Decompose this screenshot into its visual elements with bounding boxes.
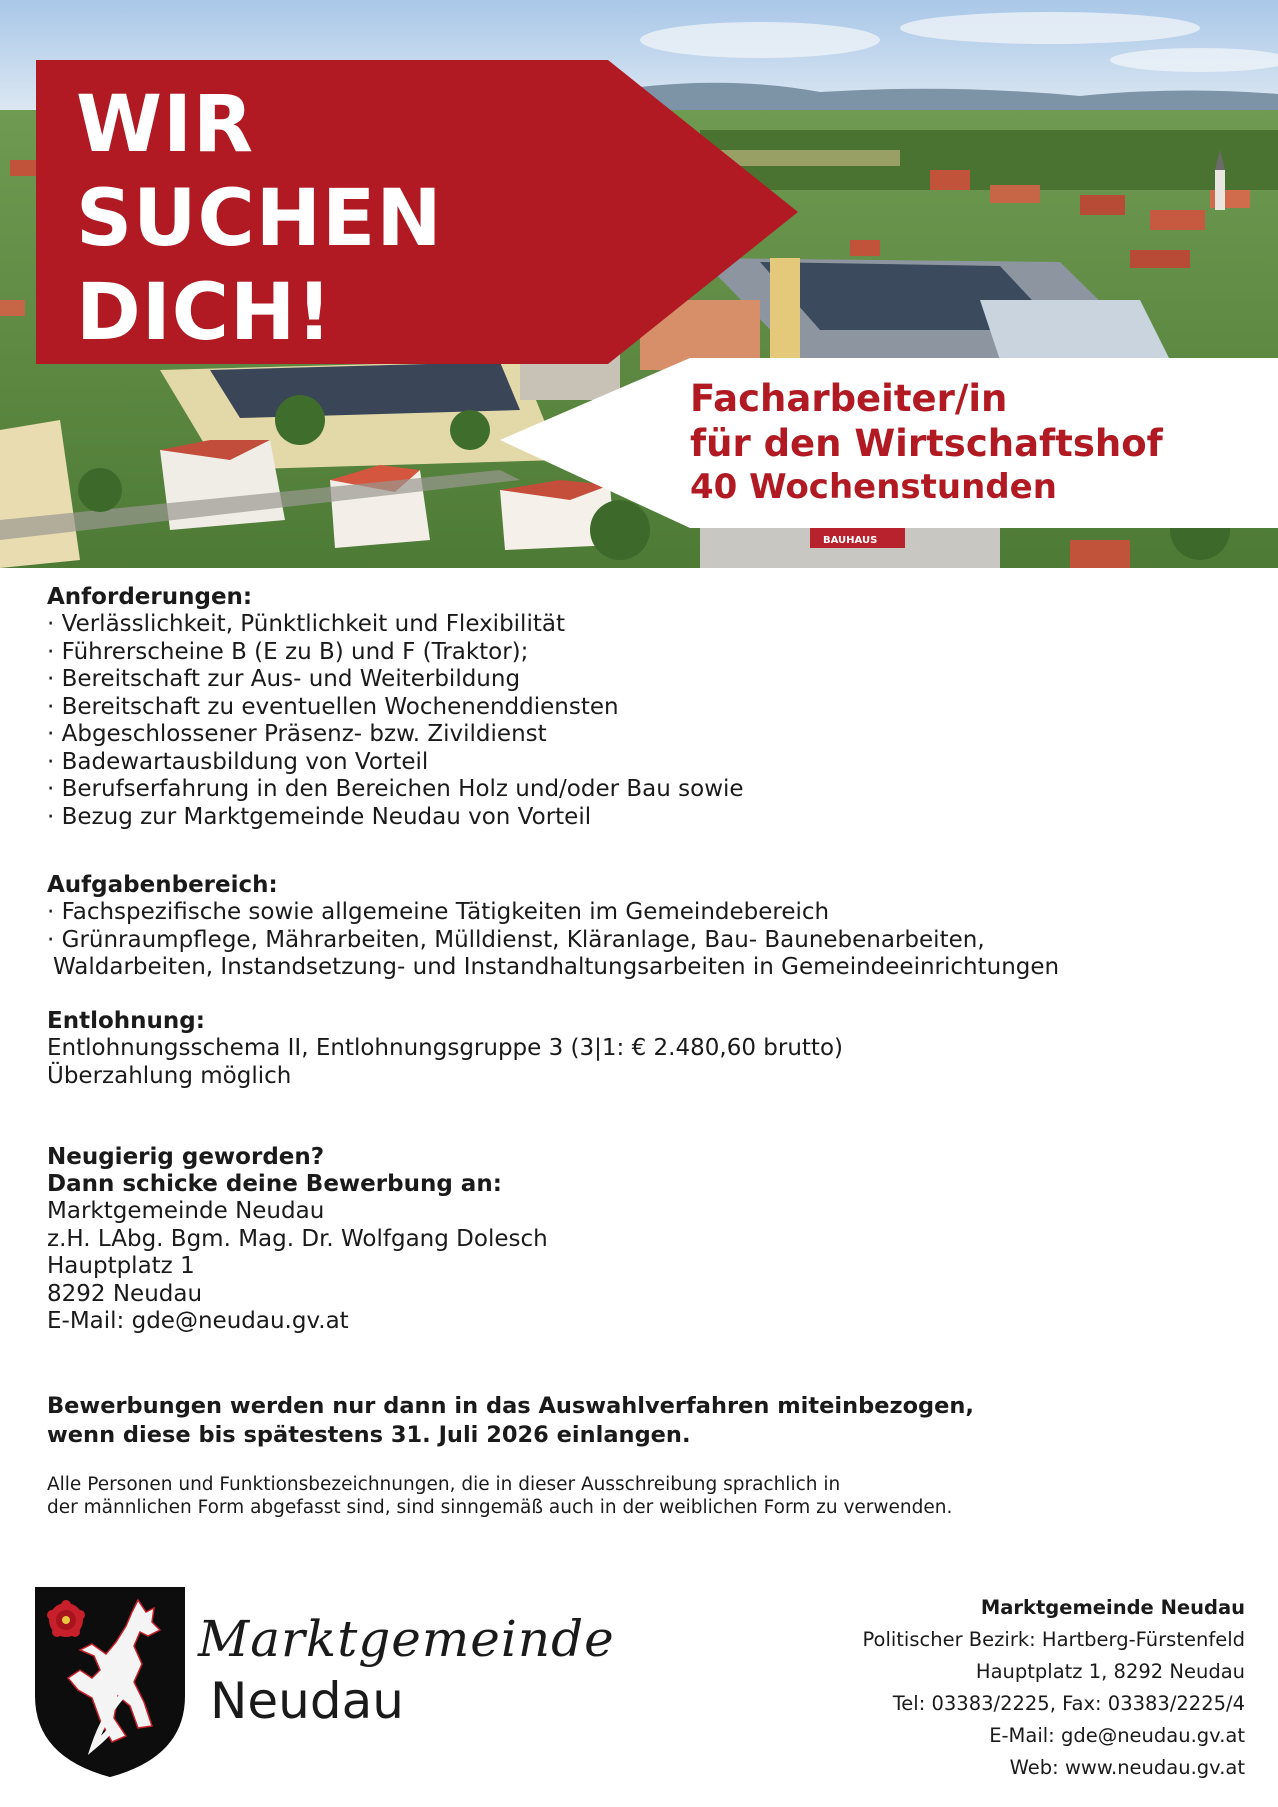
- tasks-title: Aufgabenbereich:: [47, 872, 278, 898]
- salary-line: Überzahlung möglich: [47, 1062, 292, 1089]
- requirements-section: [47, 584, 744, 831]
- salary-title: Entlohnung:: [47, 1008, 205, 1034]
- job-title-line: Facharbeiter/in: [690, 377, 1008, 420]
- disclaimer: [47, 1473, 952, 1519]
- address-line: z.H. LAbg. Bgm. Mag. Dr. Wolfgang Dolesch: [47, 1225, 548, 1252]
- headline-line: DICH!: [76, 268, 333, 358]
- job-title: [690, 376, 1163, 508]
- list-item: · Bereitschaft zur Aus- und Weiterbildung: [47, 666, 521, 692]
- salary-section: [47, 1008, 843, 1090]
- address-line: Marktgemeinde Neudau: [47, 1198, 325, 1224]
- job-hours: 40 Wochenstunden: [690, 467, 1057, 507]
- requirements-title: Anforderungen:: [47, 584, 253, 610]
- deadline-line: wenn diese bis spätestens 31. Juli 2026 einlangen.: [47, 1422, 691, 1448]
- salary-line: Entlohnungsschema II, Entlohnungsgruppe 3 (3|1: € 2.480,60 brutto): [47, 1035, 843, 1061]
- contact-block: [862, 1592, 1245, 1784]
- list-item: · Abgeschlossener Präsenz- bzw. Zivildienst: [47, 721, 547, 747]
- hero-section: [0, 0, 1278, 568]
- list-item: · Verlässlichkeit, Pünktlichkeit und Flexibilität: [47, 611, 565, 637]
- headline: [76, 78, 443, 360]
- contact-address: Hauptplatz 1, 8292 Neudau: [975, 1660, 1245, 1683]
- job-title-line: für den Wirtschaftshof: [690, 422, 1163, 465]
- contact-phone: Tel: 03383/2225, Fax: 03383/2225/4: [892, 1692, 1245, 1715]
- disclaimer-line: der männlichen Form abgefasst sind, sind sinngemäß auch in der weiblichen Form zu verwenden.: [47, 1497, 953, 1518]
- list-item: Waldarbeiten, Instandsetzung- und Instandhaltungsarbeiten in Gemeindeeinrichtungen: [53, 954, 1060, 980]
- email-link[interactable]: E-Mail: gde@neudau.gv.at: [47, 1308, 349, 1334]
- contact-web[interactable]: Web: www.neudau.gv.at: [1009, 1756, 1245, 1779]
- address-line: Hauptplatz 1: [47, 1253, 195, 1279]
- tasks-section: [47, 872, 1059, 982]
- coat-of-arms-wolf-rose-icon: [34, 1586, 186, 1778]
- logo-script: Marktgemeinde: [198, 1610, 615, 1668]
- list-item: · Führerscheine B (E zu B) und F (Traktor);: [47, 638, 529, 665]
- application-title: Neugierig geworden?: [47, 1144, 325, 1170]
- list-item: · Fachspezifische sowie allgemeine Tätigkeiten im Gemeindebereich: [47, 899, 830, 925]
- contact-email[interactable]: E-Mail: gde@neudau.gv.at: [989, 1724, 1245, 1747]
- contact-org: Marktgemeinde Neudau: [980, 1596, 1245, 1619]
- contact-district: Politischer Bezirk: Hartberg-Fürstenfeld: [862, 1628, 1245, 1651]
- list-item: · Berufserfahrung in den Bereichen Holz und/oder Bau sowie: [47, 776, 744, 802]
- application-section: [47, 1144, 548, 1336]
- logo-name: Neudau: [210, 1672, 404, 1730]
- list-item: · Bereitschaft zu eventuellen Wochenenddiensten: [47, 693, 619, 720]
- application-subtitle: Dann schicke deine Bewerbung an:: [47, 1171, 502, 1197]
- list-item: · Badewartausbildung von Vorteil: [47, 748, 429, 775]
- list-item: · Grünraumpflege, Mährarbeiten, Mülldienst, Kläranlage, Bau- Baunebenarbeiten,: [47, 926, 985, 953]
- truck-sign: BAUHAUS: [823, 535, 878, 546]
- headline-line: SUCHEN: [76, 174, 443, 264]
- address-line: 8292 Neudau: [47, 1280, 203, 1307]
- disclaimer-line: Alle Personen und Funktionsbezeichnungen, die in dieser Ausschreibung sprachlich in: [47, 1474, 841, 1495]
- headline-line: WIR: [76, 80, 255, 170]
- deadline-notice: [47, 1392, 974, 1450]
- list-item: · Bezug zur Marktgemeinde Neudau von Vorteil: [47, 803, 592, 830]
- deadline-line: Bewerbungen werden nur dann in das Auswahlverfahren miteinbezogen,: [47, 1393, 974, 1419]
